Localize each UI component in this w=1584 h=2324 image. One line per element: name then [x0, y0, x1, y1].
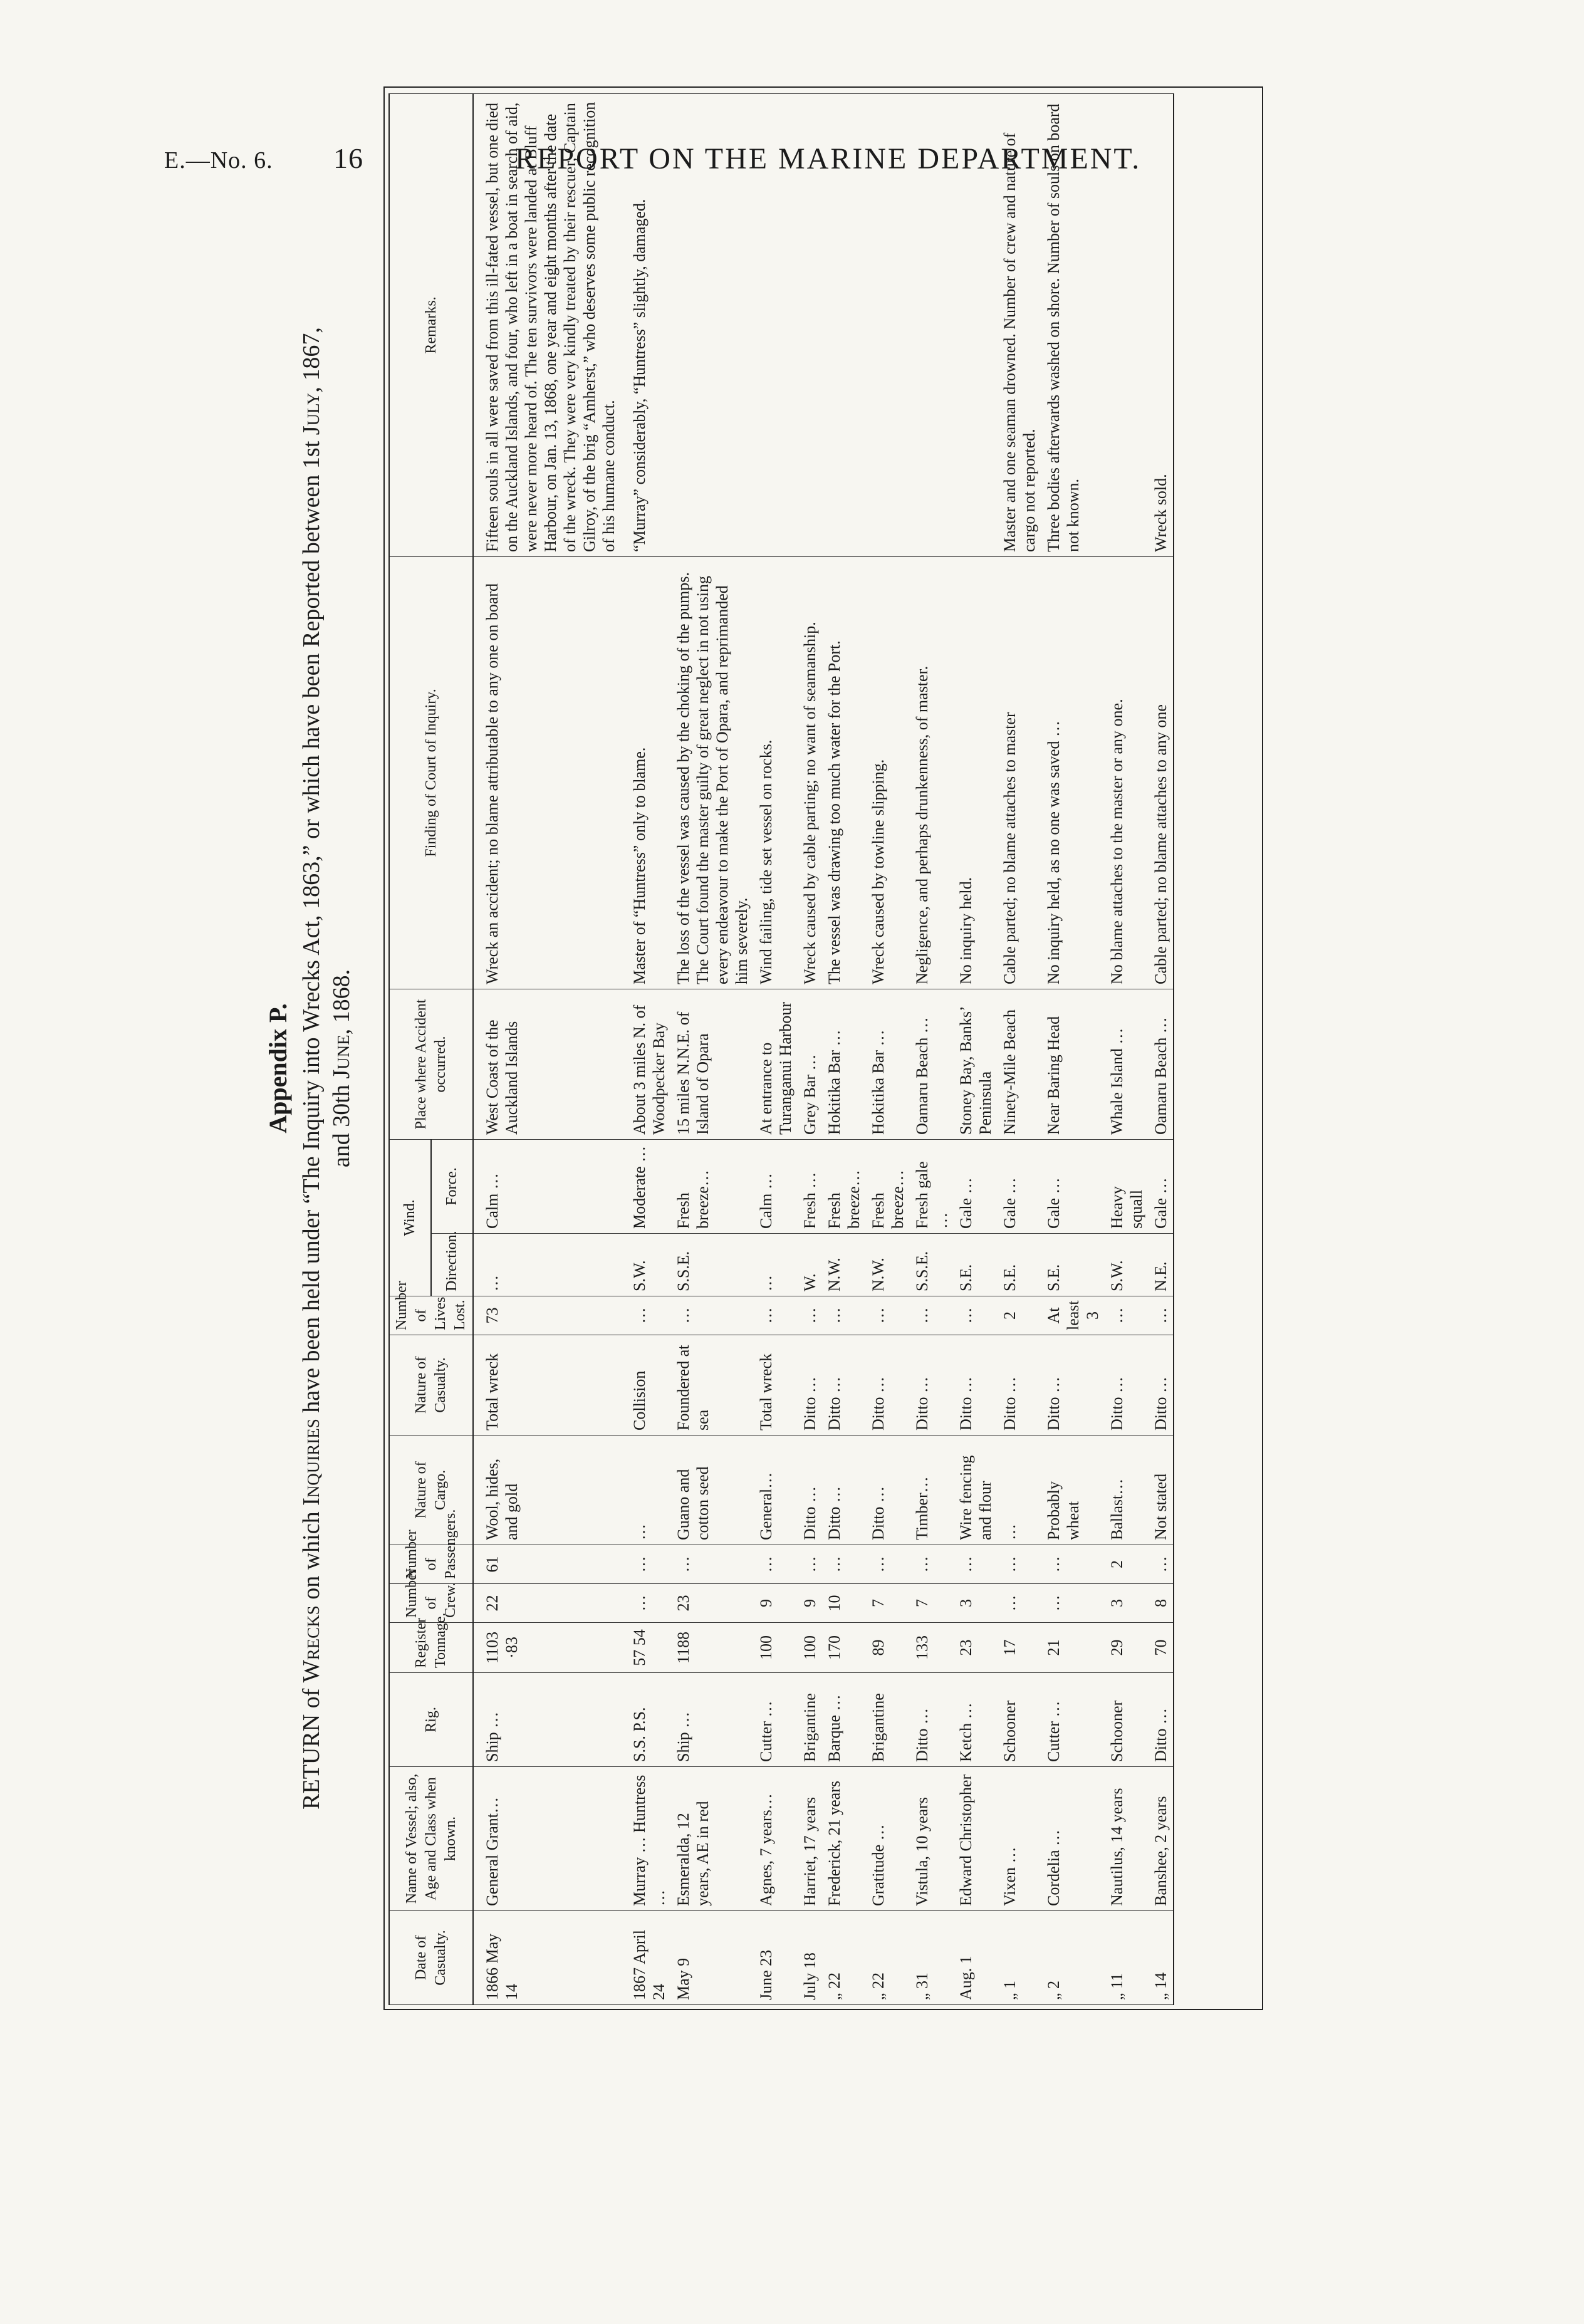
cell-finding: Master of “Huntress” only to blame. — [621, 556, 671, 989]
cell-date: 1867 April 24 — [621, 1911, 671, 2005]
title-inquiries: Inquiries — [298, 1419, 325, 1506]
cell-force: Fresh gale … — [910, 1139, 954, 1233]
cell-force: Gale … — [954, 1139, 998, 1233]
cell-name: General Grant… — [473, 1767, 621, 1911]
cell-name: Gratitude … — [866, 1767, 910, 1911]
title-line2a: and 30th — [328, 1085, 355, 1168]
cell-date: „ 2 — [1041, 1911, 1105, 2005]
cell-tonnage: 21 — [1041, 1623, 1105, 1673]
cell-cargo: … — [621, 1436, 671, 1545]
cell-place: Oamaru Beach … — [1149, 989, 1174, 1139]
cell-direction: S.W. — [1105, 1234, 1149, 1296]
cell-date: „ 11 — [1105, 1911, 1149, 2005]
cell-casualty: Ditto … — [954, 1335, 998, 1436]
rotated-return — [251, 0, 1378, 2149]
table-row — [1149, 93, 1174, 2004]
cell-date: „ 22 — [822, 1911, 866, 2005]
wrecks-table — [388, 93, 1174, 2005]
cell-passengers: … — [621, 1545, 671, 1584]
cell-remarks — [798, 93, 822, 556]
cell-force: Calm … — [473, 1139, 621, 1233]
cell-tonnage: 29 — [1105, 1623, 1149, 1673]
cell-place: Oamaru Beach … — [910, 989, 954, 1139]
cell-force: Gale … — [1149, 1139, 1174, 1233]
col-tonnage: Register Tonnage. — [389, 1623, 473, 1673]
cell-date: „ 31 — [910, 1911, 954, 2005]
title-line2b: , 1868. — [328, 969, 355, 1035]
cell-passengers: … — [754, 1545, 798, 1584]
cell-cargo: Ditto … — [798, 1436, 822, 1545]
cell-passengers: 2 — [1105, 1545, 1149, 1584]
cell-rig: Brigantine — [866, 1673, 910, 1767]
cell-place: About 3 miles N. of Woodpecker Bay — [621, 989, 671, 1139]
cell-lives: … — [822, 1296, 866, 1335]
cell-tonnage: 1103 ·83 — [473, 1623, 621, 1673]
cell-casualty: Ditto … — [910, 1335, 954, 1436]
cell-lives: … — [798, 1296, 822, 1335]
title-part-1: RETURN of — [298, 1688, 325, 1810]
cell-rig: Schooner — [998, 1673, 1041, 1767]
cell-tonnage: 17 — [998, 1623, 1041, 1673]
col-date: Date of Casualty. — [389, 1911, 473, 2005]
cell-date: May 9 — [671, 1911, 754, 2005]
cell-place: Near Baring Head — [1041, 989, 1105, 1139]
cell-direction: S.E. — [1041, 1234, 1105, 1296]
cell-passengers: … — [910, 1545, 954, 1584]
cell-casualty: Ditto … — [1149, 1335, 1174, 1436]
cell-remarks — [910, 93, 954, 556]
cell-force: Heavy squall — [1105, 1139, 1149, 1233]
cell-passengers: … — [866, 1545, 910, 1584]
cell-force: Fresh breeze… — [671, 1139, 754, 1233]
col-cargo: Nature of Cargo. — [389, 1436, 473, 1545]
cell-remarks: “Murray” considerably, “Huntress” slightly, damaged. — [621, 93, 671, 556]
cell-crew: 9 — [798, 1584, 822, 1623]
col-rig: Rig. — [389, 1673, 473, 1767]
title-part-4: , 1867, — [298, 327, 325, 393]
cell-lives: At least 3 — [1041, 1296, 1105, 1335]
title-june: June — [328, 1034, 355, 1079]
col-name: Name of Vessel; also, Age and Class when known. — [389, 1767, 473, 1911]
cell-place: Ninety-Mile Beach — [998, 989, 1041, 1139]
cell-remarks — [1105, 93, 1149, 556]
cell-date: „ 22 — [866, 1911, 910, 2005]
cell-finding: No blame attaches to the master or any one. — [1105, 556, 1149, 989]
cell-tonnage: 100 — [798, 1623, 822, 1673]
appendix-label: Appendix P. — [264, 1003, 292, 1133]
cell-cargo: Wire fencing and flour — [954, 1436, 998, 1545]
col-wind: Wind. — [389, 1139, 431, 1296]
cell-cargo: General… — [754, 1436, 798, 1545]
table-row — [473, 93, 621, 2004]
cell-cargo: Probably wheat — [1041, 1436, 1105, 1545]
cell-crew: 3 — [1105, 1584, 1149, 1623]
cell-lives: … — [1149, 1296, 1174, 1335]
cell-lives: … — [671, 1296, 754, 1335]
cell-crew: 10 — [822, 1584, 866, 1623]
cell-date: „ 1 — [998, 1911, 1041, 2005]
cell-tonnage: 89 — [866, 1623, 910, 1673]
cell-name: Harriet, 17 years — [798, 1767, 822, 1911]
cell-passengers: … — [998, 1545, 1041, 1584]
cell-casualty: Collision — [621, 1335, 671, 1436]
cell-rig: Ship … — [473, 1673, 621, 1767]
cell-crew: … — [1041, 1584, 1105, 1623]
cell-force: Gale … — [998, 1139, 1041, 1233]
cell-casualty: Ditto … — [1105, 1335, 1149, 1436]
cell-cargo: Timber… — [910, 1436, 954, 1545]
cell-finding: Wind failing, tide set vessel on rocks. — [754, 556, 798, 989]
col-place: Place where Accident occurred. — [389, 989, 473, 1139]
cell-direction: S.S.E. — [671, 1234, 754, 1296]
cell-finding: Wreck caused by towline slipping. — [866, 556, 910, 989]
cell-force: Gale … — [1041, 1139, 1105, 1233]
cell-name: Cordelia … — [1041, 1767, 1105, 1911]
cell-lives: … — [1105, 1296, 1149, 1335]
cell-direction: N.E. — [1149, 1234, 1174, 1296]
title-part-3: have been held under “The Inquiry into Wrecks Act, 1863,” or which have been Reported between 1st — [298, 440, 325, 1413]
cell-place: Stoney Bay, Banks’ Peninsula — [954, 989, 998, 1139]
table-row — [822, 93, 866, 2004]
return-heading — [263, 0, 357, 2149]
col-direction: Direction. — [431, 1234, 473, 1296]
cell-remarks — [671, 93, 754, 556]
cell-passengers: … — [798, 1545, 822, 1584]
cell-finding: Cable parted; no blame attaches to master — [998, 556, 1041, 989]
cell-casualty: Total wreck — [754, 1335, 798, 1436]
cell-remarks — [866, 93, 910, 556]
col-force: Force. — [431, 1139, 473, 1233]
cell-name: Vistula, 10 years — [910, 1767, 954, 1911]
cell-casualty: Total wreck — [473, 1335, 621, 1436]
cell-casualty: Ditto … — [798, 1335, 822, 1436]
cell-name: Esmeralda, 12 years, AE in red — [671, 1767, 754, 1911]
document-code: E.—No. 6. — [164, 147, 273, 174]
cell-direction: N.W. — [822, 1234, 866, 1296]
col-finding: Finding of Court of Inquiry. — [389, 556, 473, 989]
cell-rig: Ketch … — [954, 1673, 998, 1767]
cell-crew: 3 — [954, 1584, 998, 1623]
cell-finding: The vessel was drawing too much water for the Port. — [822, 556, 866, 989]
cell-date: Aug. 1 — [954, 1911, 998, 2005]
col-passengers: Number of Passengers. — [389, 1545, 473, 1584]
cell-rig: Ditto … — [1149, 1673, 1174, 1767]
cell-rig: Brigantine — [798, 1673, 822, 1767]
cell-place: West Coast of the Auckland Islands — [473, 989, 621, 1139]
cell-remarks: Three bodies afterwards washed on shore. Number of souls on board not known. — [1041, 93, 1105, 556]
cell-name: Agnes, 7 years… — [754, 1767, 798, 1911]
cell-lives: … — [954, 1296, 998, 1335]
cell-lives: … — [754, 1296, 798, 1335]
cell-name: Frederick, 21 years — [822, 1767, 866, 1911]
cell-name: Edward Christopher — [954, 1767, 998, 1911]
cell-name: Nautilus, 14 years — [1105, 1767, 1149, 1911]
col-lives: Number of Lives Lost. — [389, 1296, 473, 1335]
cell-tonnage: 23 — [954, 1623, 998, 1673]
cell-passengers: … — [1041, 1545, 1105, 1584]
cell-remarks: Fifteen souls in all were saved from this ill-fated vessel, but one died on the Auckland Islands, and four, who left in a boat in search of aid, were never more heard of. The ten survivors were landed at Bluff Harbour, on Jan. 13, 1868, one year and eight months after the date of the wreck. They were very kindly treated by their rescuer, Captain Gilroy, of the brig “Amherst,” who deserves some public recognition of his humane conduct. — [473, 93, 621, 556]
cell-crew: 22 — [473, 1584, 621, 1623]
cell-lives: … — [866, 1296, 910, 1335]
cell-force: Fresh breeze… — [822, 1139, 866, 1233]
cell-name: Murray … Huntress … — [621, 1767, 671, 1911]
return-title — [296, 0, 357, 2149]
cell-tonnage: 133 — [910, 1623, 954, 1673]
cell-place: At entrance to Turanganui Harbour — [754, 989, 798, 1139]
table-row — [910, 93, 954, 2004]
cell-tonnage: 170 — [822, 1623, 866, 1673]
cell-tonnage: 1188 — [671, 1623, 754, 1673]
cell-force: Fresh … — [798, 1139, 822, 1233]
cell-finding: No inquiry held. — [954, 556, 998, 989]
cell-crew: … — [621, 1584, 671, 1623]
cell-finding: Negligence, and perhaps drunkenness, of master. — [910, 556, 954, 989]
cell-tonnage: 57 54 — [621, 1623, 671, 1673]
cell-cargo: Wool, hides, and gold — [473, 1436, 621, 1545]
cell-passengers: … — [1149, 1545, 1174, 1584]
cell-cargo: … — [998, 1436, 1041, 1545]
cell-cargo: Ballast… — [1105, 1436, 1149, 1545]
cell-finding: No inquiry held, as no one was saved … — [1041, 556, 1105, 989]
cell-direction: S.W. — [621, 1234, 671, 1296]
cell-lives: … — [910, 1296, 954, 1335]
col-remarks: Remarks. — [389, 93, 473, 556]
cell-place: 15 miles N.N.E. of Island of Opara — [671, 989, 754, 1139]
cell-name: Banshee, 2 years — [1149, 1767, 1174, 1911]
cell-passengers: 61 — [473, 1545, 621, 1584]
table-row — [1105, 93, 1149, 2004]
cell-crew: 7 — [866, 1584, 910, 1623]
table-row — [754, 93, 798, 2004]
cell-remarks — [822, 93, 866, 556]
page-number: 16 — [333, 142, 363, 174]
cell-date: 1866 May 14 — [473, 1911, 621, 2005]
cell-casualty: Ditto … — [1041, 1335, 1105, 1436]
cell-casualty: Foundered at sea — [671, 1335, 754, 1436]
cell-crew: 7 — [910, 1584, 954, 1623]
cell-cargo: Guano and cotton seed — [671, 1436, 754, 1545]
cell-rig: Cutter … — [1041, 1673, 1105, 1767]
cell-finding: Wreck caused by cable parting; no want of seamanship. — [798, 556, 822, 989]
cell-rig: Barque … — [822, 1673, 866, 1767]
cell-date: June 23 — [754, 1911, 798, 2005]
table-row — [621, 93, 671, 2004]
cell-force: Fresh breeze… — [866, 1139, 910, 1233]
cell-direction: W. — [798, 1234, 822, 1296]
cell-direction: … — [473, 1234, 621, 1296]
cell-rig: Schooner — [1105, 1673, 1149, 1767]
cell-force: Calm … — [754, 1139, 798, 1233]
table-row — [866, 93, 910, 2004]
cell-rig: Ship … — [671, 1673, 754, 1767]
title-wrecks: Wrecks — [298, 1605, 325, 1683]
cell-cargo: Ditto … — [866, 1436, 910, 1545]
cell-remarks: Wreck sold. — [1149, 93, 1174, 556]
cell-place: Hokitika Bar … — [866, 989, 910, 1139]
cell-crew: 8 — [1149, 1584, 1174, 1623]
cell-force: Moderate … — [621, 1139, 671, 1233]
cell-name: Vixen … — [998, 1767, 1041, 1911]
cell-crew: 23 — [671, 1584, 754, 1623]
cell-finding: Cable parted; no blame attaches to any one — [1149, 556, 1174, 989]
cell-lives: … — [621, 1296, 671, 1335]
cell-casualty: Ditto … — [822, 1335, 866, 1436]
cell-direction: … — [754, 1234, 798, 1296]
cell-rig: S.S. P.S. — [621, 1673, 671, 1767]
cell-place: Grey Bar … — [798, 989, 822, 1139]
cell-date: „ 14 — [1149, 1911, 1174, 2005]
cell-remarks — [954, 93, 998, 556]
table-row — [998, 93, 1041, 2004]
cell-finding: The loss of the vessel was caused by the choking of the pumps. The Court found the master guilty of great neglect in not using every endeavour to make the Port of Opara, and reprimanded him severely. — [671, 556, 754, 989]
cell-direction: S.E. — [998, 1234, 1041, 1296]
cell-remarks — [754, 93, 798, 556]
cell-direction: N.W. — [866, 1234, 910, 1296]
cell-crew: 9 — [754, 1584, 798, 1623]
cell-tonnage: 100 — [754, 1623, 798, 1673]
cell-cargo: Not stated — [1149, 1436, 1174, 1545]
cell-finding: Wreck an accident; no blame attributable to any one on board — [473, 556, 621, 989]
cell-tonnage: 70 — [1149, 1623, 1174, 1673]
cell-rig: Ditto … — [910, 1673, 954, 1767]
table-row — [954, 93, 998, 2004]
cell-direction: S.S.E. — [910, 1234, 954, 1296]
cell-casualty: Ditto … — [998, 1335, 1041, 1436]
cell-remarks: Master and one seaman drowned. Number of crew and nature of cargo not reported. — [998, 93, 1041, 556]
cell-place: Whale Island … — [1105, 989, 1149, 1139]
cell-passengers: … — [954, 1545, 998, 1584]
cell-passengers: … — [671, 1545, 754, 1584]
cell-date: July 18 — [798, 1911, 822, 2005]
title-july: July — [298, 392, 325, 435]
cell-passengers: … — [822, 1545, 866, 1584]
title-part-2: on which — [298, 1511, 325, 1600]
col-casualty: Nature of Casualty. — [389, 1335, 473, 1436]
cell-crew: … — [998, 1584, 1041, 1623]
cell-place: Hokitika Bar … — [822, 989, 866, 1139]
cell-rig: Cutter … — [754, 1673, 798, 1767]
cell-cargo: Ditto … — [822, 1436, 866, 1545]
table-row — [798, 93, 822, 2004]
cell-lives: 73 — [473, 1296, 621, 1335]
cell-casualty: Ditto … — [866, 1335, 910, 1436]
col-crew: Number of Crew. — [389, 1584, 473, 1623]
running-title: REPORT ON THE MARINE DEPARTMENT. — [515, 142, 1142, 175]
cell-lives: 2 — [998, 1296, 1041, 1335]
cell-direction: S.E. — [954, 1234, 998, 1296]
table-row — [1041, 93, 1105, 2004]
table-row — [671, 93, 754, 2004]
